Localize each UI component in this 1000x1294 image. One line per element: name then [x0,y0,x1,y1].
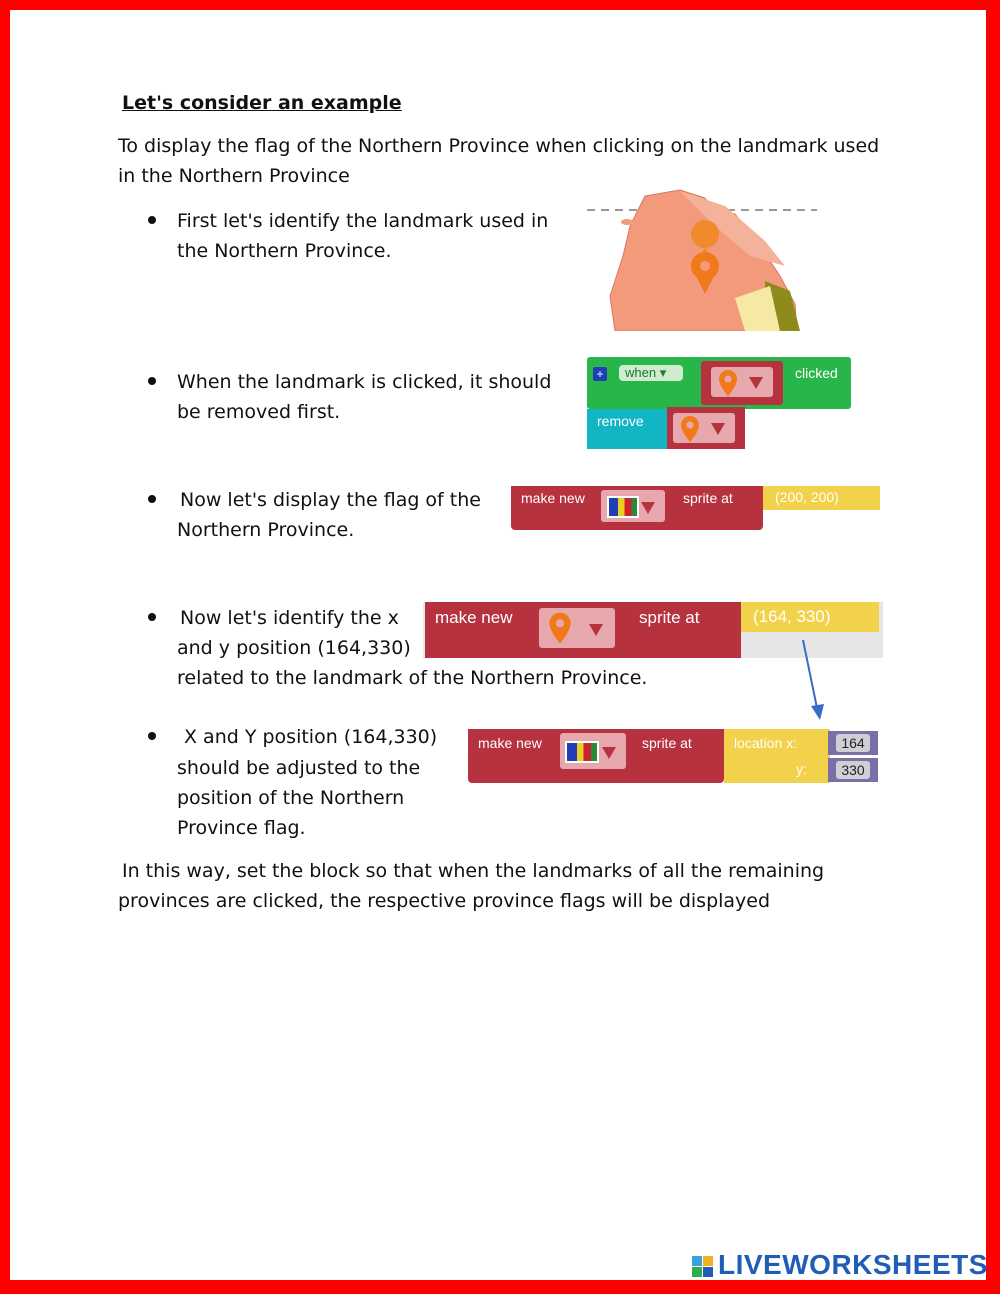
remove-block [587,409,667,449]
intro-line-2: in the Northern Province [118,165,350,187]
down-arrow-icon [800,638,830,722]
make-new-label: make new [521,490,585,506]
remove-label: remove [597,413,644,429]
dropdown-arrow-icon [641,502,655,514]
bullet-5-line-4: Province flag. [177,817,306,839]
bullet-dot [148,495,156,503]
when-label: when [625,365,657,380]
outro-line-2: provinces are clicked, the respective province flags will be displayed [118,890,771,912]
when-dropdown: when ▾ [619,365,683,381]
make-new-sprite-block [511,486,763,530]
section-heading: Let's consider an example [122,92,402,114]
make-new-landmark-block [425,602,741,658]
landmark-socket [701,361,783,405]
landmark-dropdown [711,367,773,397]
flag-dropdown [560,733,626,769]
intro-line-1: To display the flag of the Northern Province when clicking on the landmark used [118,135,880,157]
make-new-label: make new [478,735,542,751]
dropdown-arrow-icon [589,624,603,636]
x-value: 164 [836,734,870,752]
northern-province-flag-icon [607,496,639,518]
clicked-label: clicked [795,365,838,381]
x-value-block [828,731,878,755]
coordinate-value: (164, 330) [753,607,831,626]
bullet-3-line-1: Now let's display the flag of the [180,489,481,511]
bullet-3-line-2: Northern Province. [177,519,355,541]
northern-province-flag-icon [565,741,599,763]
bullet-4-line-2: and y position (164,330) [177,637,411,659]
plus-icon: + [593,367,607,381]
sprite-at-label: sprite at [639,608,700,627]
northern-province-map-image [585,186,825,331]
bullet-2-line-2: be removed first. [177,401,341,423]
map-pin-icon [717,369,739,397]
liveworksheets-logo-icon [692,1256,714,1278]
y-value: 330 [836,761,870,779]
bullet-5-line-2: should be adjusted to the [177,757,421,779]
flag-dropdown [601,490,665,522]
dropdown-arrow-icon [749,377,763,389]
y-value-block [828,758,878,782]
landmark-dropdown [539,608,615,648]
map-pin-icon [547,611,573,645]
bullet-dot [148,732,156,740]
location-y-label: y: [796,761,807,777]
bullet-2-line-1: When the landmark is clicked, it should [177,371,552,393]
bullet-4-line-3: related to the landmark of the Northern Province. [177,667,648,689]
coordinate-block [741,602,879,632]
bullet-dot [148,216,156,224]
bullet-4-line-1: Now let's identify the x [180,607,399,629]
dropdown-arrow-icon [711,423,725,435]
worksheet-page [10,10,986,1280]
map-pin-icon [679,415,701,443]
sprite-at-label: sprite at [683,490,733,506]
sprite-at-label: sprite at [642,735,692,751]
make-new-label: make new [435,608,513,627]
location-x-label: location x: [734,735,798,751]
location-block [724,729,830,783]
bullet-5-line-3: position of the Northern [177,787,405,809]
make-new-flag-block [468,729,724,783]
landmark-dropdown [673,413,735,443]
bullet-1-line-1: First let's identify the landmark used in [177,210,549,232]
remove-landmark-socket [667,407,745,449]
bullet-5-line-1: X and Y position (164,330) [184,726,438,748]
coordinate-block [763,486,880,510]
bullet-dot [148,377,156,385]
when-clicked-block [587,357,851,409]
liveworksheets-logo: LIVEWORKSHEETS [718,1249,988,1280]
bullet-1-line-2: the Northern Province. [177,240,392,262]
bullet-dot [148,613,156,621]
coordinate-value: (200, 200) [775,489,839,505]
dropdown-arrow-icon [602,747,616,759]
outro-line-1: In this way, set the block so that when the landmarks of all the remaining [122,860,825,882]
